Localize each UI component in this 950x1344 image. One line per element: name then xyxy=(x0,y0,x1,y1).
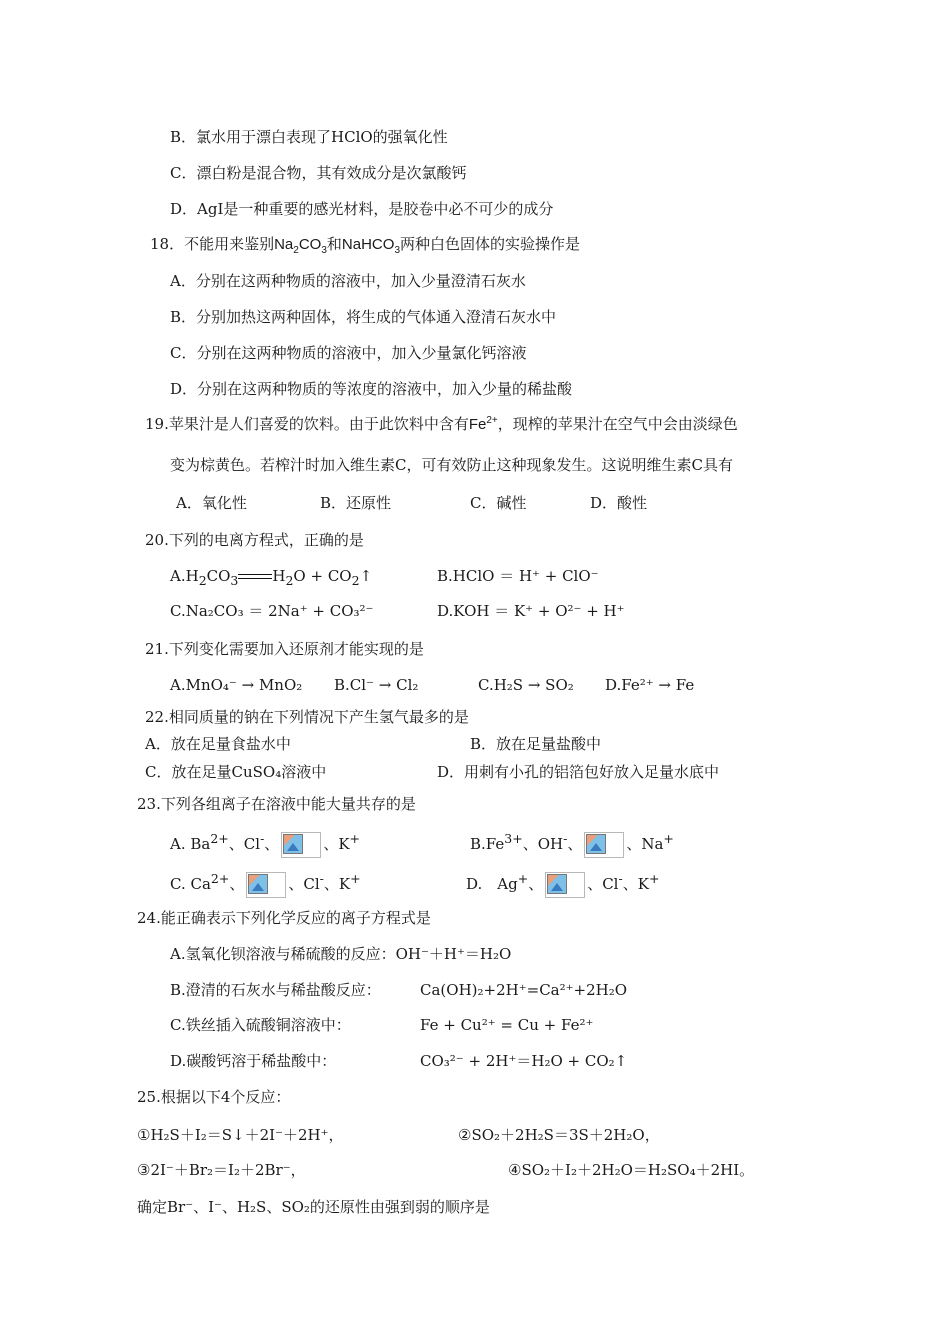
q20-option-d: D.KOH ＝ K⁺ + O²⁻ + H⁺ xyxy=(437,602,625,620)
q18-option-b: B．分别加热这两种固体，将生成的气体通入澄清石灰水中 xyxy=(170,308,557,326)
q17-option-d: D．AgI是一种重要的感光材料，是胶卷中必不可少的成分 xyxy=(170,200,554,218)
q22-option-d: D．用刺有小孔的铝箔包好放入足量水底中 xyxy=(437,763,720,781)
q20-stem: 20.下列的电离方程式，正确的是 xyxy=(145,531,364,549)
missing-image-icon xyxy=(281,832,321,858)
q24-option-b-equation: Ca(OH)₂+2H⁺=Ca²⁺+2H₂O xyxy=(420,981,628,999)
q18-stem xyxy=(150,233,580,256)
q24-option-c-label: C.铁丝插入硫酸铜溶液中： xyxy=(170,1016,351,1034)
formula-na2co3: $Na_2CO_3$ xyxy=(274,236,327,256)
q24-option-c-equation: Fe + Cu²⁺ = Cu + Fe²⁺ xyxy=(420,1016,594,1034)
q23-option-a: A. $Ba^{2+}$、Cl-、 、K+ xyxy=(170,828,360,858)
q18-stem-pre: 18．不能用来鉴别 xyxy=(150,235,275,253)
q19-option-a: A．氧化性 xyxy=(176,494,247,512)
q19-option-b: B．还原性 xyxy=(320,494,392,512)
q23-option-b: $B.Fe^{3+}$、OH-、 、Na+ xyxy=(470,828,674,858)
q17-option-c: C．漂白粉是混合物，其有效成分是次氯酸钙 xyxy=(170,164,467,182)
q23-option-d: D. Ag+、 、Cl-、K+ xyxy=(466,868,659,898)
q24-a-label: A.氢氧化钡溶液与稀硫酸的反应： xyxy=(170,945,396,963)
q17-option-b: B．氯水用于漂白表现了HClO的强氧化性 xyxy=(170,128,448,146)
q19-stem1-post: ，现榨的苹果汁在空气中会由淡绿色 xyxy=(497,415,738,433)
formula-fe2plus: $Fe^{2+}$ xyxy=(468,415,498,433)
q24-stem: 24.能正确表示下列化学反应的离子方程式是 xyxy=(137,909,431,927)
q18-option-a: A．分别在这两种物质的溶液中，加入少量澄清石灰水 xyxy=(170,272,526,290)
q25-reaction-3: ③2I⁻＋Br₂＝I₂＋2Br⁻， xyxy=(137,1161,306,1179)
q18-option-c: C．分别在这两种物质的溶液中，加入少量氯化钙溶液 xyxy=(170,344,527,362)
q19-stem-line1 xyxy=(145,413,738,436)
q21-option-b: B.Cl⁻ → Cl₂ xyxy=(334,676,419,694)
q24-a-equation: OH⁻＋H⁺＝H₂O xyxy=(395,945,512,963)
q25-reaction-4: ④SO₂＋I₂＋2H₂O＝H₂SO₄＋2HI。 xyxy=(508,1161,755,1179)
formula-nahco3: NaHCO$_3$ xyxy=(341,236,400,256)
q22-stem: 22.相同质量的钠在下列情况下产生氢气最多的是 xyxy=(145,708,469,726)
q23-option-c: C. $Ca^{2+}$、 、Cl-、K+ xyxy=(170,868,361,898)
q25-reaction-2: ②SO₂＋2H₂S＝3S＋2H₂O， xyxy=(458,1126,660,1144)
q18-option-d: D．分别在这两种物质的等浓度的溶液中，加入少量的稀盐酸 xyxy=(170,380,573,398)
q21-option-d: D.Fe²⁺ → Fe xyxy=(605,676,695,694)
q20-option-c: C.Na₂CO₃ ＝ 2Na⁺ + CO₃²⁻ xyxy=(170,602,374,620)
q22-option-a: A．放在足量食盐水中 xyxy=(145,735,291,753)
q25-stem: 25.根据以下4个反应： xyxy=(137,1088,291,1106)
q24-option-d-label: D.碳酸钙溶于稀盐酸中： xyxy=(170,1052,337,1070)
q21-option-a: A.MnO₄⁻ → MnO₂ xyxy=(170,676,303,694)
q19-option-d: D．酸性 xyxy=(590,494,648,512)
q19-stem1-pre: 19.苹果汁是人们喜爱的饮料。由于此饮料中含有 xyxy=(145,415,469,433)
q21-option-c: C.H₂S → SO₂ xyxy=(478,676,574,694)
q18-stem-post: 两种白色固体的实验操作是 xyxy=(400,235,581,253)
q20-option-b: B.HClO ＝ H⁺ + ClO⁻ xyxy=(437,567,599,585)
missing-image-icon xyxy=(246,872,286,898)
q24-option-a xyxy=(170,943,511,965)
missing-image-icon xyxy=(545,872,585,898)
q25-question: 确定Br⁻、I⁻、H₂S、SO₂的还原性由强到弱的顺序是 xyxy=(137,1198,490,1216)
q20-option-a: $A.H_2CO_3$ $H_2O$ + $CO_2↑$ xyxy=(170,567,373,588)
q22-option-b: B．放在足量盐酸中 xyxy=(470,735,602,753)
q24-option-b-label: B.澄清的石灰水与稀盐酸反应： xyxy=(170,981,381,999)
q24-option-d-equation: CO₃²⁻ + 2H⁺＝H₂O + CO₂↑ xyxy=(420,1052,628,1070)
q19-option-c: C．碱性 xyxy=(470,494,527,512)
q18-stem-mid: 和 xyxy=(326,235,342,253)
q21-stem: 21.下列变化需要加入还原剂才能实现的是 xyxy=(145,640,424,658)
missing-image-icon xyxy=(584,832,624,858)
q19-stem-line2: 变为棕黄色。若榨汁时加入维生素C，可有效防止这种现象发生。这说明维生素C具有 xyxy=(170,456,733,474)
equilibrium-arrow-icon xyxy=(238,572,272,582)
q23-stem: 23.下列各组离子在溶液中能大量共存的是 xyxy=(137,795,416,813)
q25-reaction-1: ①H₂S＋I₂＝S↓＋2I⁻＋2H⁺， xyxy=(137,1126,344,1144)
q22-option-c: C．放在足量CuSO₄溶液中 xyxy=(145,763,327,781)
